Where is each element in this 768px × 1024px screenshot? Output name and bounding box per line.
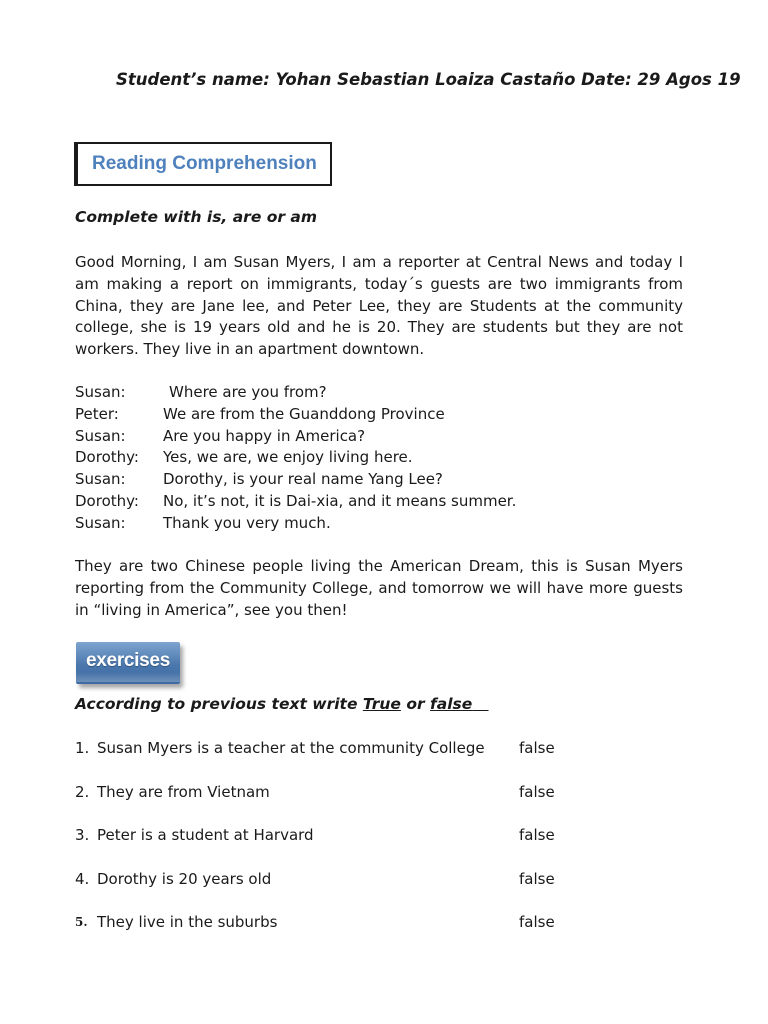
question-number: 1. xyxy=(75,739,90,757)
question-answer: false xyxy=(519,826,555,844)
dialogue-text: Thank you very much. xyxy=(163,513,331,532)
question-number: 2. xyxy=(75,783,90,801)
question-answer: false xyxy=(519,913,555,931)
dialogue-text: Dorothy, is your real name Yang Lee? xyxy=(163,470,443,489)
section-title: Reading Comprehension xyxy=(92,153,317,174)
dialogue-speaker: Peter: xyxy=(75,404,119,423)
student-name-line: Student’s name: Yohan Sebastian Loaiza Castaño Date: 29 Agos 19 xyxy=(116,70,741,89)
question-answer: false xyxy=(519,783,555,801)
question-number: 4. xyxy=(75,870,90,888)
dialogue-speaker: Dorothy: xyxy=(75,491,139,510)
question-text: They live in the suburbs xyxy=(97,913,278,931)
question-number: 3. xyxy=(75,826,90,844)
instruction-true-false xyxy=(75,695,489,713)
true-word: True xyxy=(362,695,401,713)
question-answer: false xyxy=(519,739,555,757)
dialogue-speaker: Susan: xyxy=(75,513,126,532)
question-text: They are from Vietnam xyxy=(97,783,270,801)
intro-paragraph: Good Morning, I am Susan Myers, I am a reporter at Central News and today I am making a report on immigrants, today´s guests are two immigrants from China, they are Jane lee, and Peter Lee, they are Students at the community college, she is 19 years old and he is 20. They are students but they are not workers. They live in an apartment downtown. xyxy=(75,253,683,359)
question-text: Susan Myers is a teacher at the community College xyxy=(97,739,485,757)
dialogue-speaker: Susan: xyxy=(75,470,126,489)
reading-comprehension-title-box xyxy=(74,142,332,186)
question-text: Peter is a student at Harvard xyxy=(97,826,314,844)
dialogue-text: Where are you from? xyxy=(169,383,327,401)
question-text: Dorothy is 20 years old xyxy=(97,870,272,888)
dialogue-text: Yes, we are, we enjoy living here. xyxy=(163,448,413,467)
instruction-middle: or xyxy=(400,695,431,713)
dialogue-speaker: Susan: xyxy=(75,426,126,445)
false-word: false xyxy=(430,695,473,713)
dialogue-speaker: Dorothy: xyxy=(75,448,139,467)
dialogue-text: We are from the Guanddong Province xyxy=(163,404,445,423)
badge-reflection xyxy=(76,672,180,682)
instruction-complete: Complete with is, are or am xyxy=(75,208,318,226)
question-number: 5. xyxy=(75,915,88,929)
question-answer: false xyxy=(519,870,555,888)
dialogue-text: No, it’s not, it is Dai-xia, and it means summer. xyxy=(163,491,517,510)
instruction-prefix: According to previous text write xyxy=(75,695,363,713)
dialogue-text: Are you happy in America? xyxy=(163,426,366,445)
dialogue-speaker: Susan: xyxy=(75,383,126,401)
outro-paragraph: They are two Chinese people living the American Dream, this is Susan Myers reporting from the Community College, and tomorrow we will have more guests in “living in America”, see you then! xyxy=(75,557,683,619)
exercises-label: exercises xyxy=(86,650,170,671)
exercises-badge xyxy=(76,642,180,684)
